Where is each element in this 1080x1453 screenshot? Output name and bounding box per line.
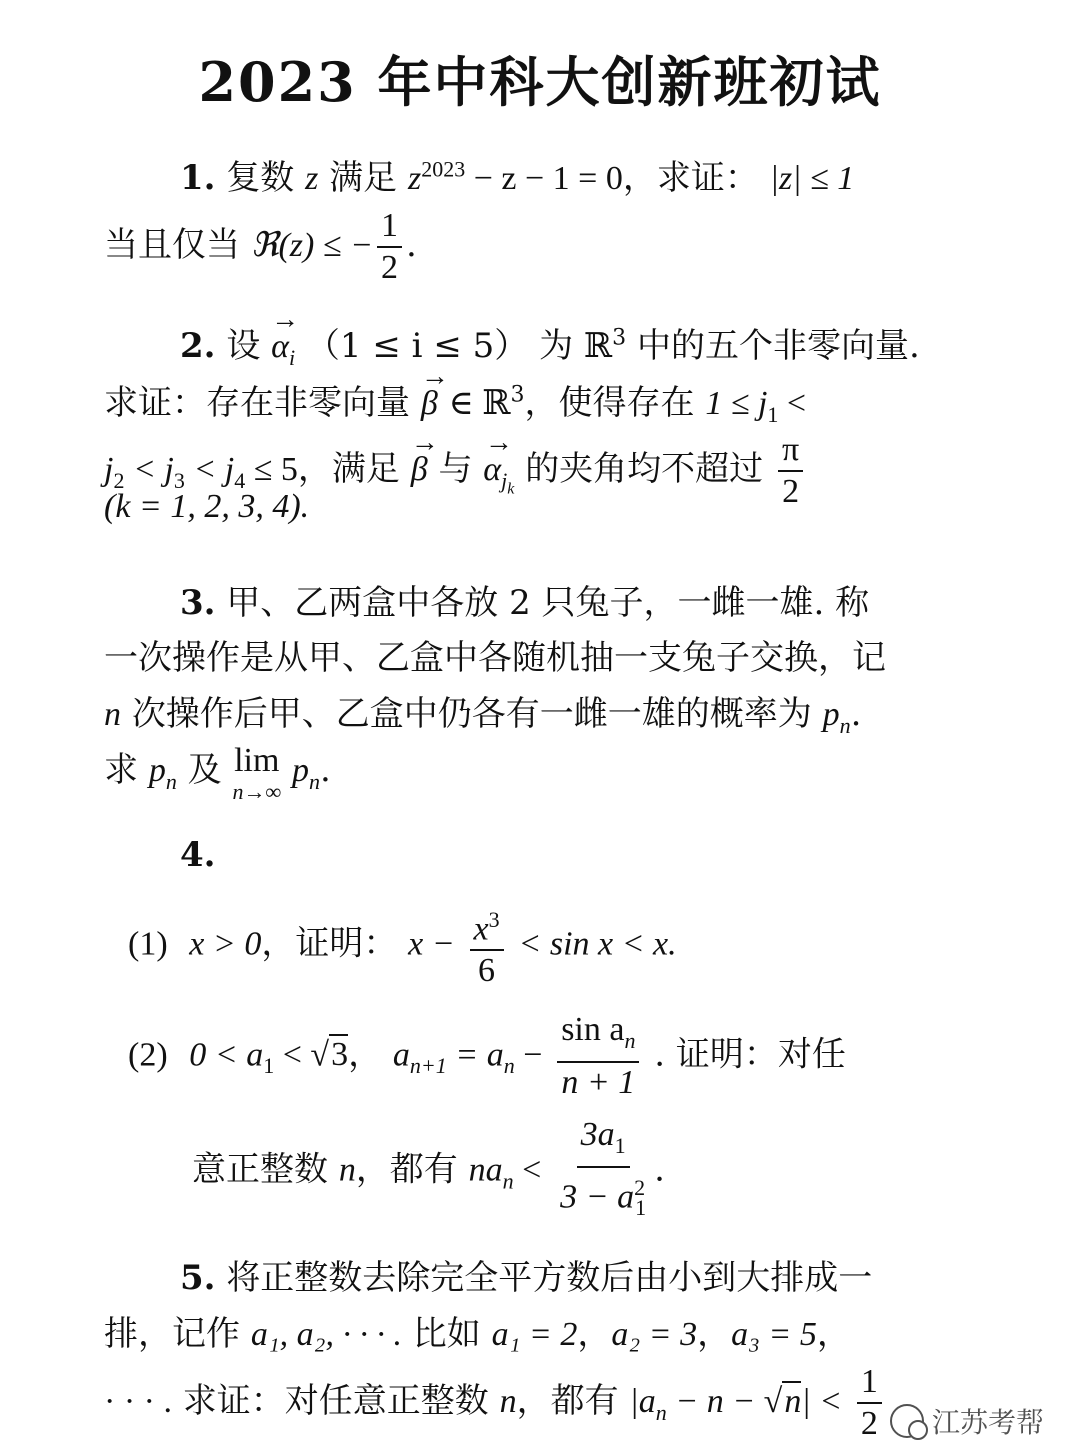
math-sqrt: < √ [274,1036,330,1074]
vector-subscript: i [288,344,296,370]
math-z: z [305,160,319,197]
math-p: p [291,752,309,789]
math-equation: − z − 1 = 0 [465,160,623,197]
math-exponent: 3 [510,382,525,408]
vector-symbol: α [271,328,289,365]
fraction-denominator: n + 1 [561,1063,636,1101]
vector-alpha-jk [483,451,514,498]
math-subscript: 3 [173,467,185,493]
limit-subscript: n→∞ [232,779,282,804]
problem-4-part-2-line-2: 意正整数 n，都有 $na_n$ < $\frac{3a_1}{3 - a^2_1}$ . [192,1115,665,1228]
math-abs-condition: |z| ≤ 1 [769,160,855,197]
math-na: na [468,1151,503,1189]
problem-5-text: 求证：对任意正整数 [182,1381,489,1421]
math-j: < j [124,451,174,488]
math-less-than: < [513,1151,542,1189]
math-R: ℝ [583,328,613,365]
problem-2-text: ，满足 [297,449,400,489]
math-p: p [822,696,840,733]
vector-symbol: α [483,451,502,488]
math-n: n [499,1383,517,1420]
problem-1-number: 1. [180,158,216,198]
fraction-x-cubed-over-6 [470,900,504,991]
problem-1-text: ，求证： [622,158,759,198]
math-j: j [104,451,114,488]
fraction-pi-half [778,430,803,512]
fraction-sin-an-over-n-plus-1 [557,1010,639,1103]
fraction-numerator: 3a [580,1116,615,1153]
sqrt-radicand: 3 [331,1036,349,1074]
math-p: p [148,752,166,789]
math-in-R: ∈ ℝ [448,385,511,422]
vector-subsubscript: k [507,480,515,498]
problem-2-text: 求证：存在非零向量 [104,383,410,423]
math-inequality: < sin x < x. [518,925,677,963]
problem-2-number: 2. [180,326,216,366]
problem-1-text: 复数 [226,158,295,198]
page-title: 2023 年中科大创新班初试 [198,50,882,114]
fraction-denominator: 6 [478,952,496,990]
math-example: a₁ = 2 [491,1316,578,1353]
fraction-denominator: 2 [782,473,800,510]
part-label: (1) [128,925,168,963]
problem-4-text: ， [348,1034,383,1075]
math-subscript: n [655,1399,667,1425]
problem-4-part-1 [128,900,677,991]
fraction-numerator: x [473,910,489,948]
problem-2-text: 为 [539,326,574,366]
math-subscript: 1 [263,1053,275,1079]
problem-5-text: 将正整数去除完全平方数后由小到大排成一 [226,1258,873,1298]
sqrt-radicand: n [784,1383,802,1420]
problem-2-line-1 [180,318,920,371]
separator: ， [816,1314,851,1354]
fraction-denominator: 2 [380,249,398,286]
problem-2-line-4 [104,486,309,526]
problem-5-text: 比如 [412,1314,481,1354]
math-k-range: (k = 1, 2, 3, 4). [104,488,310,525]
problem-3-text: 一次操作是从甲、乙盒中各随机抽一支兔子交换，记 [104,638,886,678]
problem-3-text: 求 [104,750,138,790]
problem-4-text: . 证明：对任 [654,1034,846,1075]
fraction-one-half [857,1362,882,1444]
math-inequality: ≤ 5 [245,451,298,488]
fraction-3a1-over-3-minus-a1sq [556,1115,650,1228]
fraction-one-half [377,206,402,288]
wechat-icon [890,1404,924,1438]
problem-3-line-1 [180,575,869,624]
math-z: z [407,160,422,197]
problem-3-text: 次操作后甲、乙盒中仍各有一雌一雄的概率为 [131,694,812,734]
problem-3-text: 及 [187,750,222,790]
problem-4-text: ，都有 [355,1149,458,1190]
watermark [890,1401,1044,1441]
vector-alpha [271,328,295,371]
math-exponent: 3 [612,325,627,351]
fraction-numerator: sin a [561,1011,625,1048]
math-subscript: 1 [614,1132,626,1158]
math-minus: − [514,1036,543,1074]
math-subscript: n [839,712,851,738]
math-n: n [104,696,121,733]
problem-5-text: 排，记作 [104,1314,240,1354]
fraction-numerator: 1 [377,206,402,248]
problem-3-line-4: 求 $p_n$ 及 lim n→∞ $p_n$. [104,742,331,804]
math-expression: − n − √ [666,1383,783,1420]
math-condition: x > 0 [189,925,262,963]
math-exponent: 2 [634,1174,646,1200]
math-subscript: n+1 [409,1053,447,1079]
fraction-numerator: π [778,430,803,472]
math-subscript: n [503,1053,515,1079]
math-subscript: n [502,1168,514,1194]
math-subscript: 2 [113,467,125,493]
math-real-part: ℜ(z) ≤ − [250,227,373,264]
separator: ， [577,1314,612,1354]
math-inequality: < [778,385,807,422]
problem-1-text: 满足 [329,158,398,198]
watermark-text: 江苏考帮 [931,1406,1044,1439]
problem-2-text: 中的五个非零向量. [636,326,920,366]
problem-1-text: 当且仅当 [104,225,240,265]
math-abs: |a [629,1383,656,1420]
problem-4-text: ，证明： [261,923,398,964]
problem-5-text: ，都有 [516,1381,619,1421]
math-subscript: 1 [635,1194,647,1220]
math-example: a₂ = 3 [611,1316,698,1353]
problem-5-line-2 [104,1306,851,1355]
math-j: < j [184,451,235,488]
problem-5-line-3 [104,1362,886,1444]
vector-subscript: j [501,467,508,493]
math-exponent: 2023 [421,156,466,182]
problem-4-part-2-line-1 [128,1010,846,1103]
problem-3-line-2 [104,630,886,679]
problem-5-line-1 [180,1250,872,1299]
vector-beta: → β [421,385,438,423]
math-subscript: n [165,768,177,794]
math-range: （1 ≤ i ≤ 5） [305,326,529,366]
problem-2-text: ，使得存在 [524,383,695,423]
problem-1-line-1 [180,150,854,199]
math-exponent: 3 [488,907,500,932]
vector-beta: → β [411,451,428,489]
fraction-denominator: 3 − a [560,1178,635,1216]
problem-2-text: 的夹角均不超过 [525,449,764,489]
math-inequality: 0 < a [189,1036,264,1074]
problem-3-line-3: n 次操作后甲、乙盒中仍各有一雌一雄的概率为 $p_n$. [104,694,862,738]
problem-4-number: 4. [180,835,216,875]
math-sequence: a₁, a₂, · · · . [250,1316,402,1353]
problem-2-line-2 [104,375,806,428]
math-subscript: n [624,1027,636,1053]
limit-operator: lim [234,742,280,779]
math-n: n [338,1151,356,1189]
math-example: a₃ = 5 [731,1316,817,1353]
math-subscript: 4 [234,467,246,493]
math-inequality: | < [801,1383,843,1420]
fraction-numerator: 1 [857,1362,882,1404]
problem-3-text: 甲、乙两盒中各放 2 只兔子，一雌一雄. 称 [226,583,870,623]
problem-2-text: 设 [226,326,261,366]
math-ellipsis: · · · . [104,1383,172,1420]
problem-3-number: 3. [180,583,216,623]
math-limit [232,742,281,804]
problem-1-line-2: 当且仅当 ℜ(z) ≤ − $\frac{1}{2}$ . [104,207,417,286]
problem-5-number: 5. [180,1258,216,1298]
math-subscript: n [308,768,320,794]
math-subscript: 1 [767,401,779,427]
math-inequality: 1 ≤ j [705,385,768,422]
fraction-denominator: 2 [860,1405,878,1442]
part-label: (2) [128,1036,168,1074]
math-a: = a [446,1036,504,1074]
problem-2-text: 与 [438,449,473,489]
problem-4-number-line [180,835,216,875]
separator: ， [697,1314,732,1354]
problem-4-text: 意正整数 [192,1149,328,1190]
math-expression: x − [408,925,455,963]
math-a: a [392,1036,410,1074]
